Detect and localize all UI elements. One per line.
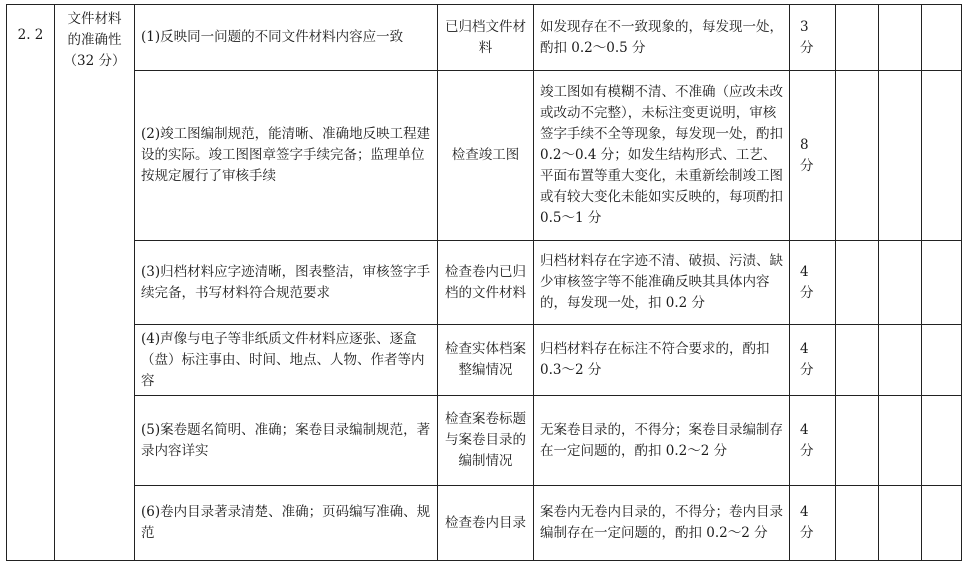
method-cell: 检查实体档案整编情况 — [438, 325, 534, 396]
method-cell: 检查案卷标题与案卷目录的编制情况 — [438, 396, 534, 486]
requirement-cell: (6)卷内目录著录清楚、准确；页码编写准确、规范 — [135, 486, 438, 561]
method-cell: 已归档文件材料 — [438, 5, 534, 71]
deduction-cell: 如发现存在不一致现象的，每发现一处，酌扣 0.2～0.5 分 — [534, 5, 790, 71]
table-row — [7, 396, 962, 486]
blank-cell — [836, 486, 879, 561]
table-row — [7, 71, 962, 241]
method-cell: 检查卷内已归档的文件材料 — [438, 241, 534, 325]
section-title: 文件材料的准确性（32 分） — [55, 5, 135, 561]
deduction-cell: 案卷内无卷内目录的，不得分；卷内目录编制存在一定问题的，酌扣 0.2～2 分 — [534, 486, 790, 561]
table-row — [7, 5, 962, 71]
blank-cell — [836, 71, 879, 241]
score-cell: 3 分 — [790, 5, 836, 71]
blank-cell — [836, 325, 879, 396]
table-row — [7, 241, 962, 325]
method-cell: 检查竣工图 — [438, 71, 534, 241]
requirement-cell: (4)声像与电子等非纸质文件材料应逐张、逐盒（盘）标注事由、时间、地点、人物、作者等内容 — [135, 325, 438, 396]
blank-cell — [879, 486, 922, 561]
table-row — [7, 486, 962, 561]
requirement-cell: (2)竣工图编制规范，能清晰、准确地反映工程建设的实际。竣工图图章签字手续完备；监理单位按规定履行了审核手续 — [135, 71, 438, 241]
blank-cell — [879, 241, 922, 325]
requirement-cell: (5)案卷题名简明、准确；案卷目录编制规范，著录内容详实 — [135, 396, 438, 486]
deduction-cell: 无案卷目录的，不得分；案卷目录编制存在一定问题的，酌扣 0.2～2 分 — [534, 396, 790, 486]
blank-cell — [922, 241, 962, 325]
blank-cell — [836, 5, 879, 71]
blank-cell — [836, 241, 879, 325]
blank-cell — [879, 325, 922, 396]
requirement-cell: (1)反映同一问题的不同文件材料内容应一致 — [135, 5, 438, 71]
requirement-cell: (3)归档材料应字迹清晰，图表整洁，审核签字手续完备，书写材料符合规范要求 — [135, 241, 438, 325]
blank-cell — [879, 71, 922, 241]
blank-cell — [922, 5, 962, 71]
score-cell: 4 分 — [790, 396, 836, 486]
table-row — [7, 325, 962, 396]
score-cell: 8 分 — [790, 71, 836, 241]
blank-cell — [879, 396, 922, 486]
evaluation-table — [6, 4, 962, 561]
blank-cell — [922, 396, 962, 486]
blank-cell — [922, 325, 962, 396]
deduction-cell: 归档材料存在字迹不清、破损、污渍、缺少审核签字等不能准确反映其具体内容的，每发现一处，扣 0.2 分 — [534, 241, 790, 325]
blank-cell — [922, 71, 962, 241]
section-number: 2. 2 — [7, 5, 55, 561]
blank-cell — [879, 5, 922, 71]
deduction-cell: 竣工图如有模糊不清、不准确（应改未改或改动不完整），未标注变更说明，审核签字手续不全等现象，每发现一处，酌扣 0.2～0.4 分；如发生结构形式、工艺、平面布置等重大变化，未重新绘制竣工图或有较大变化未能如实反映的，每项酌扣 0.5～1 分 — [534, 71, 790, 241]
deduction-cell: 归档材料存在标注不符合要求的，酌扣 0.3～2 分 — [534, 325, 790, 396]
score-cell: 4 分 — [790, 241, 836, 325]
score-cell: 4 分 — [790, 486, 836, 561]
score-cell: 4 分 — [790, 325, 836, 396]
blank-cell — [836, 396, 879, 486]
blank-cell — [922, 486, 962, 561]
method-cell: 检查卷内目录 — [438, 486, 534, 561]
